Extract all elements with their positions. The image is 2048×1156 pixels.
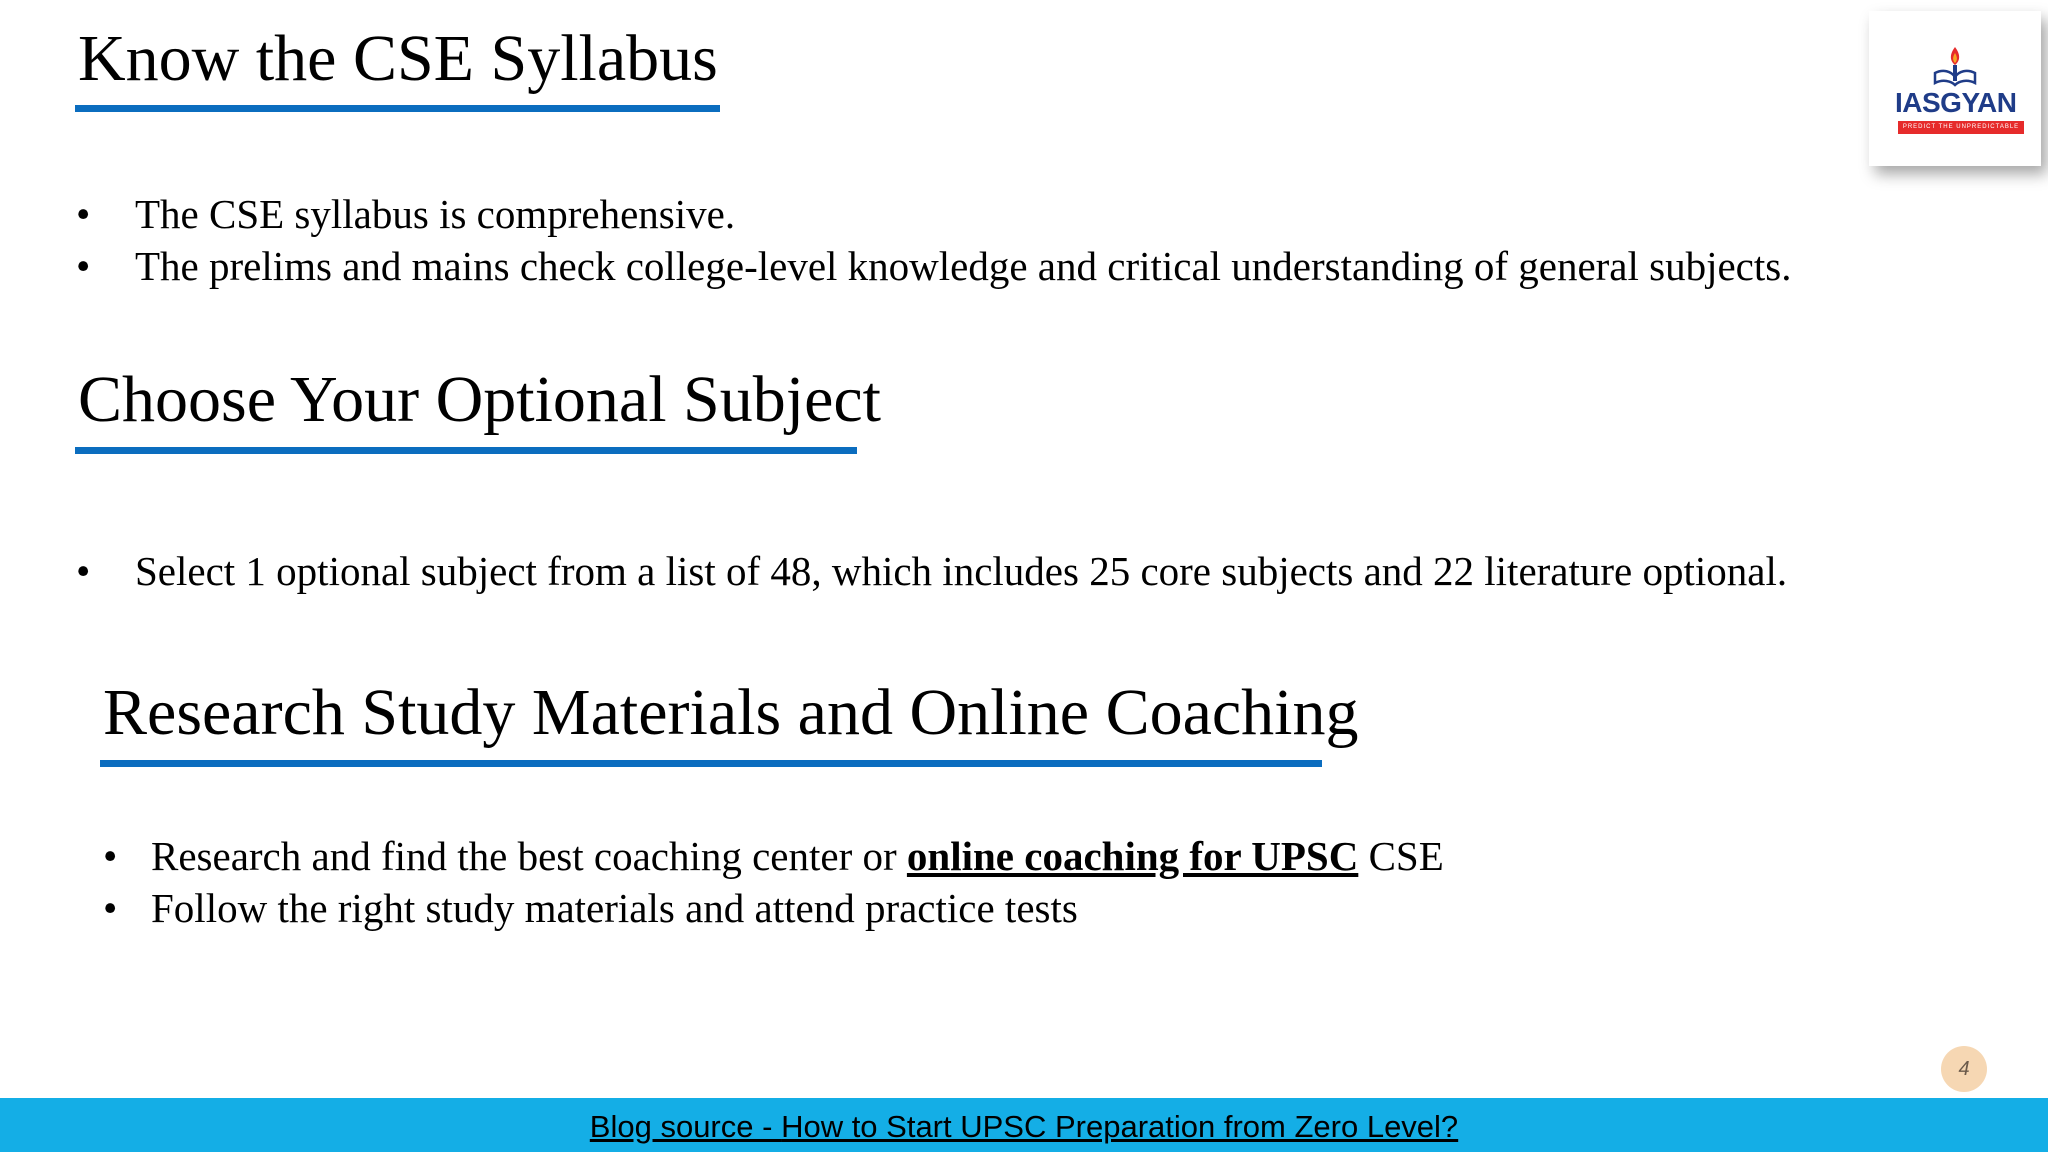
heading-underline xyxy=(75,105,720,112)
blog-article-link[interactable]: How to Start UPSC Preparation from Zero Level? xyxy=(781,1109,1459,1144)
page-number-badge: 4 xyxy=(1941,1046,1987,1092)
bullet-text: Follow the right study materials and attend practice tests xyxy=(151,885,1078,931)
footer-bar xyxy=(0,1098,2048,1152)
bullet-text: The prelims and mains check college-level knowledge and critical understanding of general subjects. xyxy=(135,243,1792,289)
list-item xyxy=(76,545,1787,597)
list-item xyxy=(76,240,1791,292)
heading-research-study-materials: Research Study Materials and Online Coaching xyxy=(103,676,1359,749)
bullet-icon: • xyxy=(76,191,91,237)
heading-underline xyxy=(100,760,1322,767)
bullet-text: Select 1 optional subject from a list of 48, which includes 25 core subjects and 22 literature optional. xyxy=(135,548,1788,594)
bullet-list-research xyxy=(103,830,1444,934)
bullet-icon: • xyxy=(103,833,118,879)
logo-text: IASGYAN xyxy=(1895,87,2017,118)
bullet-icon: • xyxy=(76,548,91,594)
list-item xyxy=(103,882,1444,934)
bullet-text: CSE xyxy=(1358,833,1444,879)
logo-tagline: PREDICT THE UNPREDICTABLE xyxy=(1898,121,2024,134)
list-item xyxy=(76,188,1791,240)
iasgyan-logo xyxy=(1869,11,2041,166)
blog-source-link[interactable]: Blog source - xyxy=(589,1109,782,1144)
heading-choose-optional-subject: Choose Your Optional Subject xyxy=(78,363,882,436)
online-coaching-link[interactable]: online coaching for UPSC xyxy=(906,833,1359,879)
list-item xyxy=(103,830,1444,882)
bullet-text: The CSE syllabus is comprehensive. xyxy=(135,191,736,237)
bullet-icon: • xyxy=(103,885,118,931)
bullet-list-optional xyxy=(76,545,1787,597)
bullet-text: Research and find the best coaching center or xyxy=(151,833,907,879)
heading-underline xyxy=(75,447,857,454)
heading-know-cse-syllabus: Know the CSE Syllabus xyxy=(78,22,718,95)
bullet-list-syllabus xyxy=(76,188,1791,292)
bullet-icon: • xyxy=(76,243,91,289)
